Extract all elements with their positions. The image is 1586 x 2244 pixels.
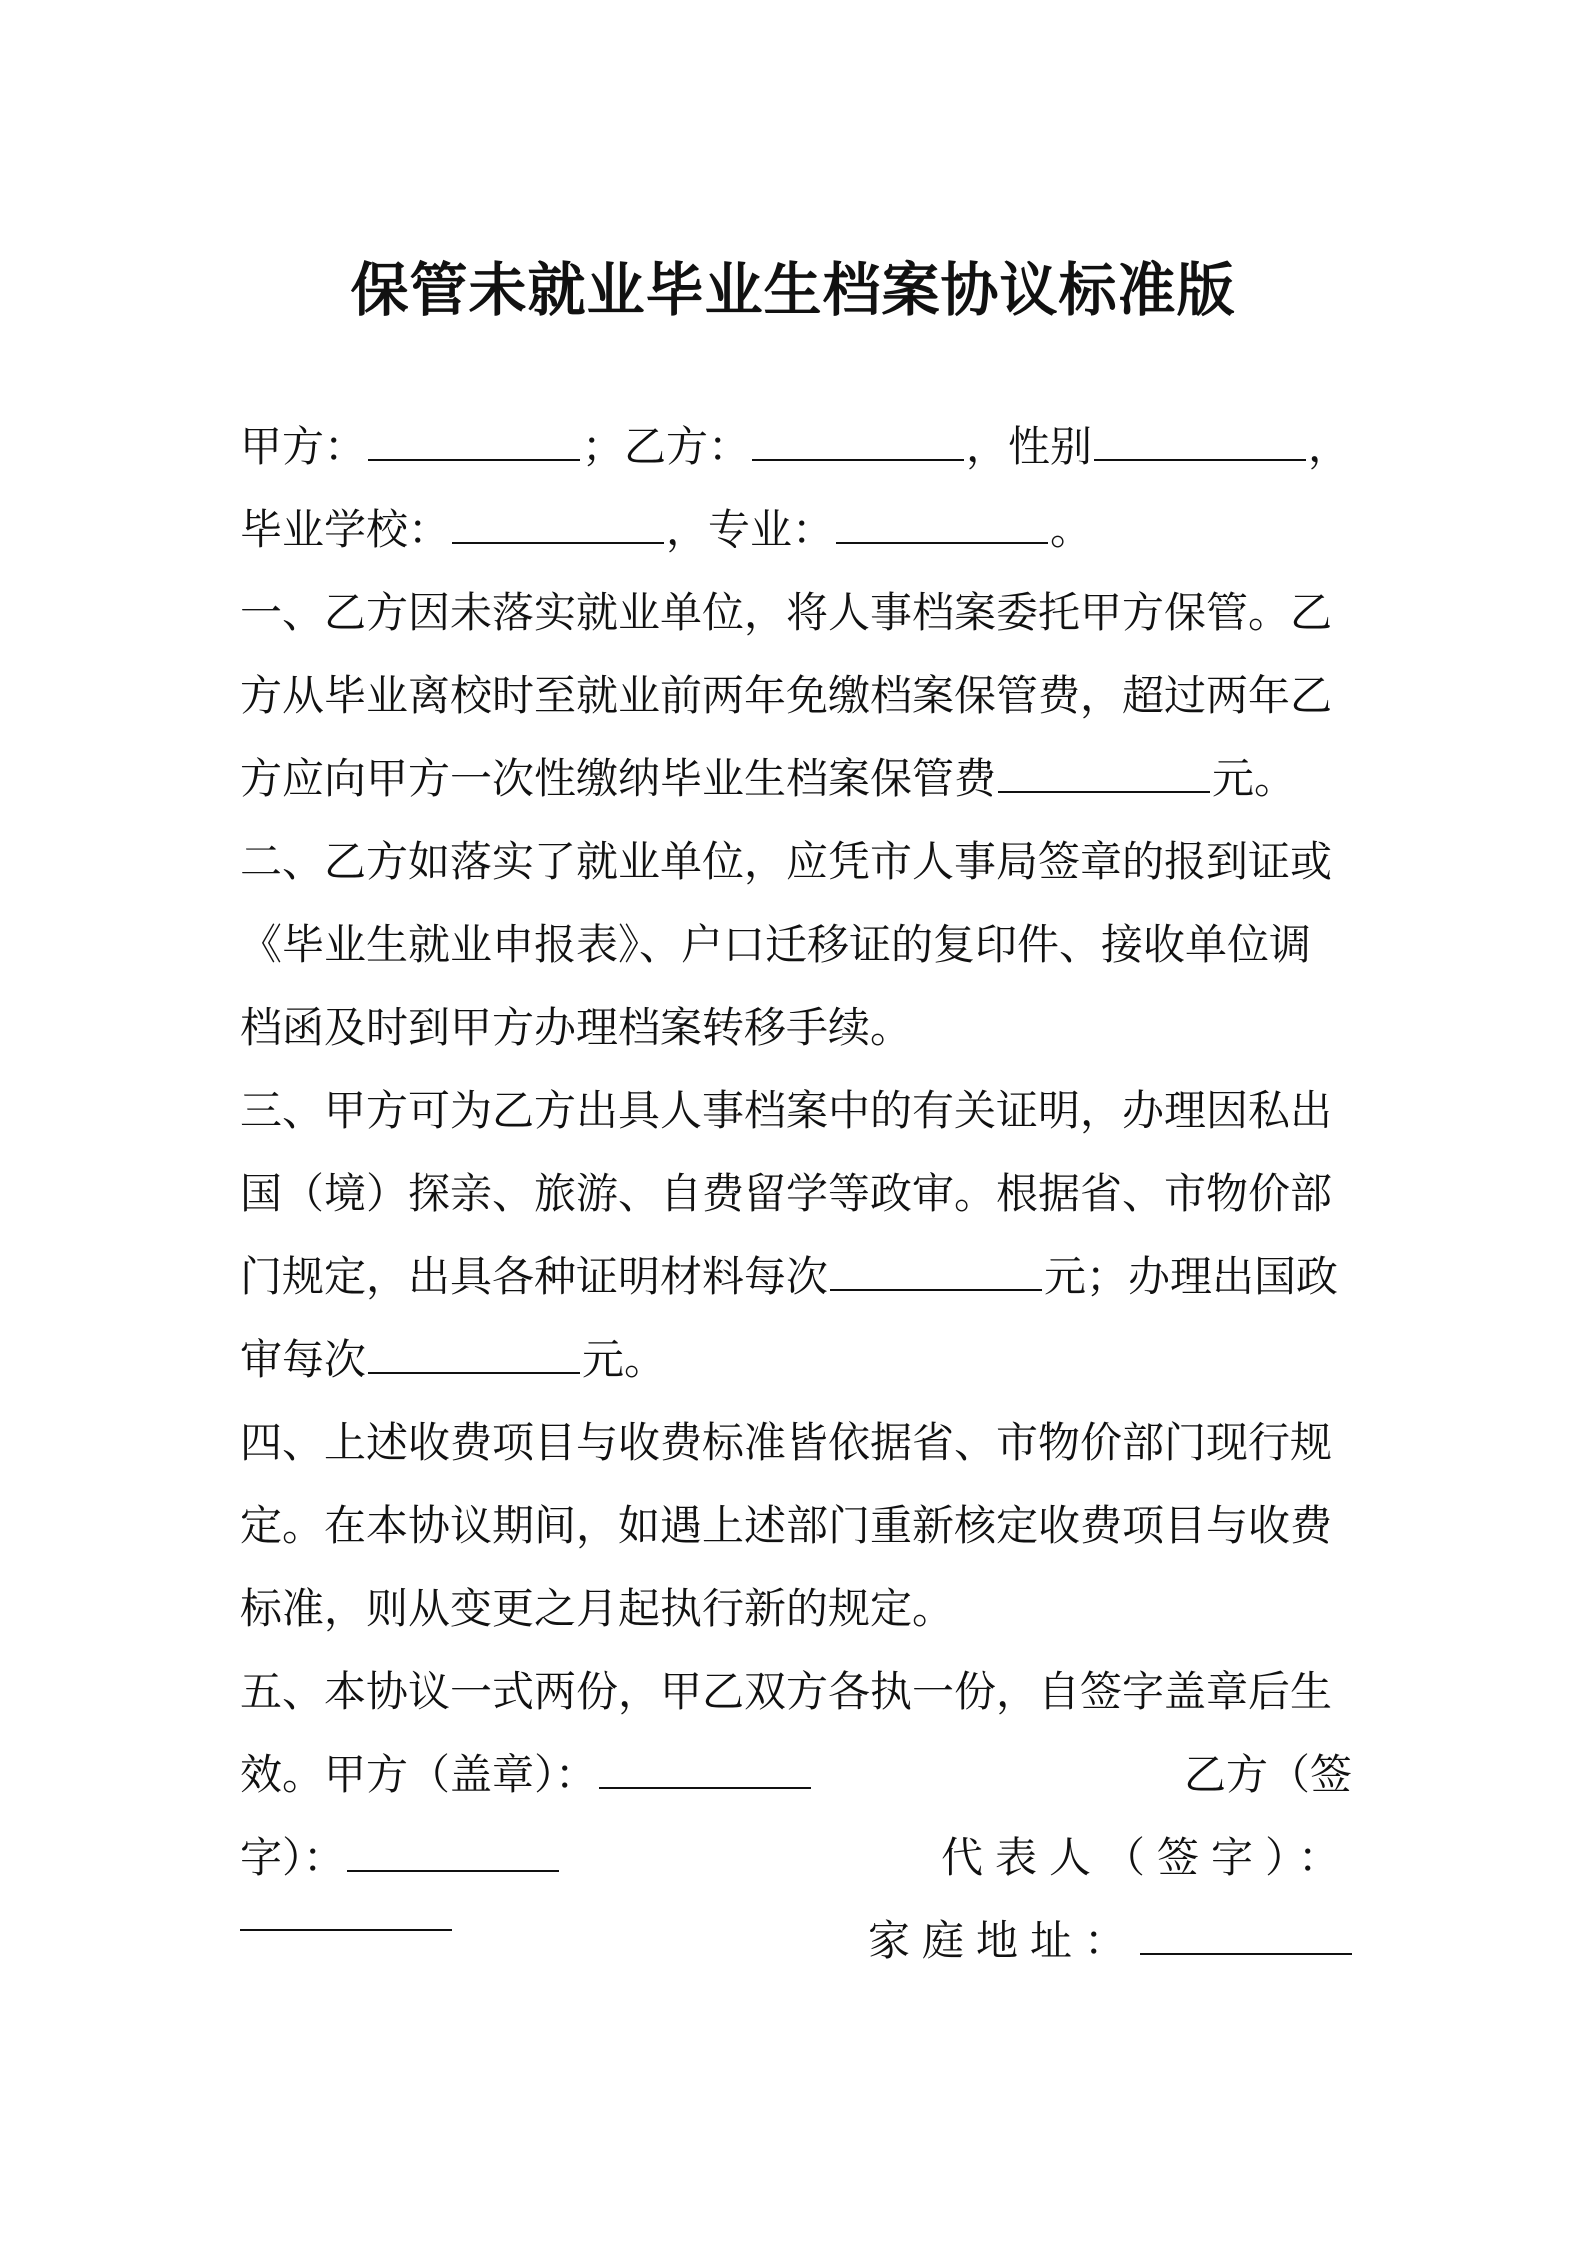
storage-fee-blank[interactable] [998,761,1210,793]
party-b-sign-label-start: 乙方（签 [1183,1750,1352,1799]
section1-line1: 一、乙方因未落实就业单位，将人事档案委托甲方保管。乙 [240,588,1333,637]
review-fee-unit: 元。 [582,1335,667,1384]
party-b-sign-blank[interactable] [347,1840,559,1872]
home-address-label: 家庭地址： [867,1916,1138,1965]
section3-line2: 国（境）探亲、旅游、自费留学等政审。根据省、市物价部 [240,1169,1333,1218]
school-label: 毕业学校： [240,505,451,554]
party-a-seal-label: 效。甲方（盖章）： [240,1750,598,1799]
review-fee-label: 审每次 [240,1335,367,1384]
section2-line1: 二、乙方如落实了就业单位，应凭市人事局签章的报到证或 [240,837,1333,886]
yuan-unit: 元。 [1212,754,1297,803]
agreement-body [240,405,1352,1982]
section5-line1: 五、本协议一式两份，甲乙双方各执一份，自签字盖章后生 [240,1667,1333,1716]
school-line [240,488,1352,571]
party-a-label: 甲方： [240,422,367,471]
section3-line3 [240,1235,1352,1318]
representative-sign-label: 代表人（签字）： [940,1833,1352,1882]
party-a-seal [240,1733,813,1816]
party-a-seal-blank[interactable] [599,1757,811,1789]
review-fee-blank[interactable] [368,1342,580,1374]
page-title: 保管未就业毕业生档案协议标准版 [350,256,1236,324]
storage-fee-label: 方应向甲方一次性缴纳毕业生档案保管费 [240,754,997,803]
home-address-blank[interactable] [1140,1923,1352,1955]
section2-line3: 档函及时到甲方办理档案转移手续。 [240,1003,913,1052]
section1-line3 [240,737,1352,820]
section4-line1: 四、上述收费项目与收费标准皆依据省、市物价部门现行规 [240,1418,1333,1467]
section3-line1: 三、甲方可为乙方出具人事档案中的有关证明，办理因私出 [240,1086,1333,1135]
period: 。 [1050,505,1093,554]
section1-line2: 方从毕业离校时至就业前两年免缴档案保管费，超过两年乙 [240,671,1333,720]
gender-blank[interactable] [1094,429,1306,461]
party-b-blank[interactable] [752,429,964,461]
parties-line [240,405,1352,488]
major-blank[interactable] [836,512,1048,544]
party-b-sign [240,1816,561,1899]
certificate-fee-unit: 元；办理出国政 [1044,1252,1339,1301]
section5-line2 [240,1733,1352,1816]
gender-label: ，性别 [966,422,1093,471]
section5-line3 [240,1816,1352,1899]
party-a-blank[interactable] [368,429,580,461]
major-label: ，专业： [666,505,835,554]
section4-line2: 定。在本协议期间，如遇上述部门重新核定收费项目与收费 [240,1501,1333,1550]
certificate-fee-blank[interactable] [830,1259,1042,1291]
certificate-fee-label: 门规定，出具各种证明材料每次 [240,1252,829,1301]
home-address [868,1899,1352,1982]
section5-line4 [240,1899,1352,1982]
party-b-sign-label-end: 字）： [240,1833,346,1882]
section2-line2: 《毕业生就业申报表》、户口迁移证的复印件、接收单位调 [240,920,1312,969]
school-blank[interactable] [452,512,664,544]
comma: ， [1308,422,1351,471]
section3-line4 [240,1318,1352,1401]
section4-line3: 标准，则从变更之月起执行新的规定。 [240,1584,955,1633]
representative-sign-blank[interactable] [240,1899,452,1931]
party-b-label: ；乙方： [582,422,751,471]
